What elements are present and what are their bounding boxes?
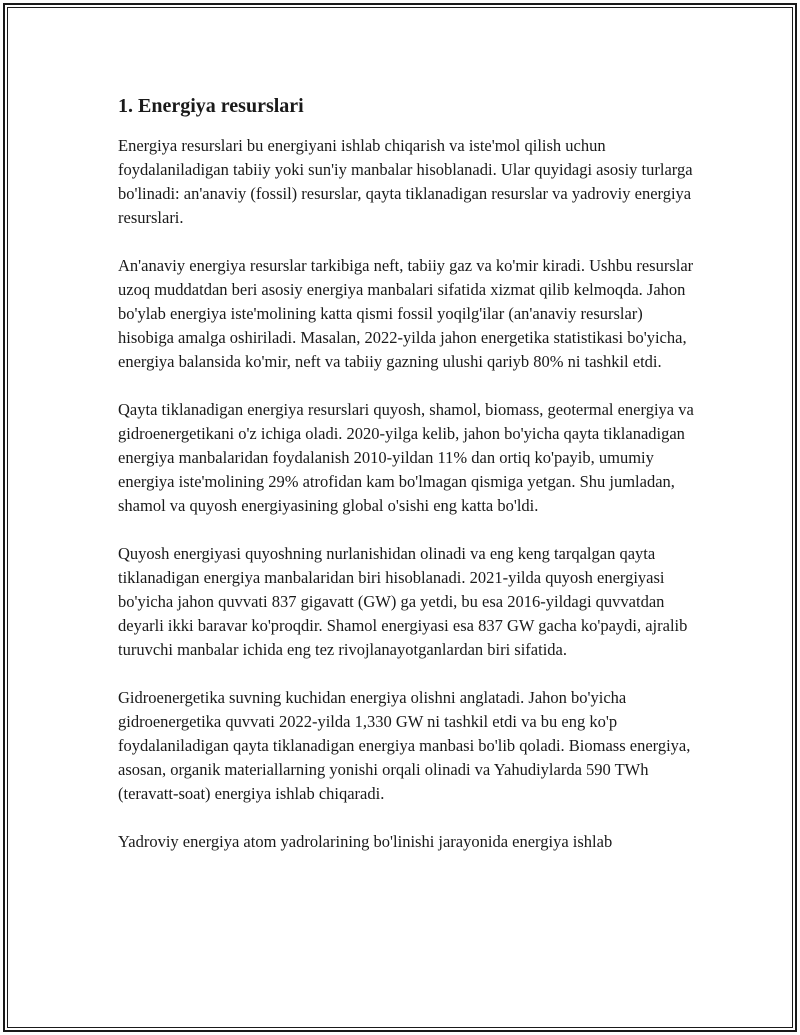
section-heading: 1. Energiya resurslari	[118, 95, 304, 117]
paragraph-fossil: An'anaviy energiya resurslar tarkibiga neft, tabiiy gaz va ko'mir kiradi. Ushbu resurslar uzoq muddatdan beri asosiy energiya manbalari sifatida xizmat qilib kelmoqda. Jahon bo'ylab energiya iste'molining katta qismi fossil yoqilg'ilar (an'anaviy resurslar) hisobiga amalga oshiriladi. Masalan, 2022-yilda jahon energetika statistikasi bo'yicha, energiya balansida ko'mir, neft va tabiiy gazning ulushi qariyb 80% ni tashkil etdi.	[118, 256, 694, 371]
paragraph-hydro: Gidroenergetika suvning kuchidan energiya olishni anglatadi. Jahon bo'yicha gidroenergetika quvvati 2022-yilda 1,330 GW ni tashkil etdi va bu eng ko'p foydalaniladigan qayta tiklanadigan energiya manbasi bo'lib qoladi. Biomass energiya, asosan, organik materiallarning yonishi orqali olinadi va Yahudiylarda 590 TWh (teravatt-soat) energiya ishlab chiqaradi.	[118, 688, 691, 803]
document-body	[118, 92, 698, 878]
paragraph-renewable: Qayta tiklanadigan energiya resurslari quyosh, shamol, biomass, geotermal energiya va gidroenergetikani o'z ichiga oladi. 2020-yilga kelib, jahon bo'yicha qayta tiklanadigan energiya manbalaridan foydalanish 2010-yildan 11% dan ortiq ko'payib, umumiy energiya iste'molining 29% atrofidan kam bo'lmagan qismiga yetgan. Shu jumladan, shamol va quyosh energiyasining global o'sishi eng katta bo'ldi.	[118, 400, 694, 515]
paragraph-intro: Energiya resurslari bu energiyani ishlab chiqarish va iste'mol qilish uchun foydalaniladigan tabiiy yoki sun'iy manbalar hisoblanadi. Ular quyidagi asosiy turlarga bo'linadi: an'anaviy (fossil) resurslar, qayta tiklanadigan resurslar va yadroviy energiya resurslari.	[118, 136, 693, 227]
paragraph-nuclear: Yadroviy energiya atom yadrolarining bo'linishi jarayonida energiya ishlab	[118, 832, 613, 851]
paragraph-solar: Quyosh energiyasi quyoshning nurlanishidan olinadi va eng keng tarqalgan qayta tiklanadigan energiya manbalaridan biri hisoblanadi. 2021-yilda quyosh energiyasi bo'yicha jahon quvvati 837 gigavatt (GW) ga yetdi, bu esa 2016-yildagi quvvatdan deyarli ikki baravar ko'proqdir. Shamol energiyasi esa 837 GW gacha ko'paydi, ajralib turuvchi manbalar ichida eng tez rivojlanayotganlardan biri sifatida.	[118, 544, 688, 659]
